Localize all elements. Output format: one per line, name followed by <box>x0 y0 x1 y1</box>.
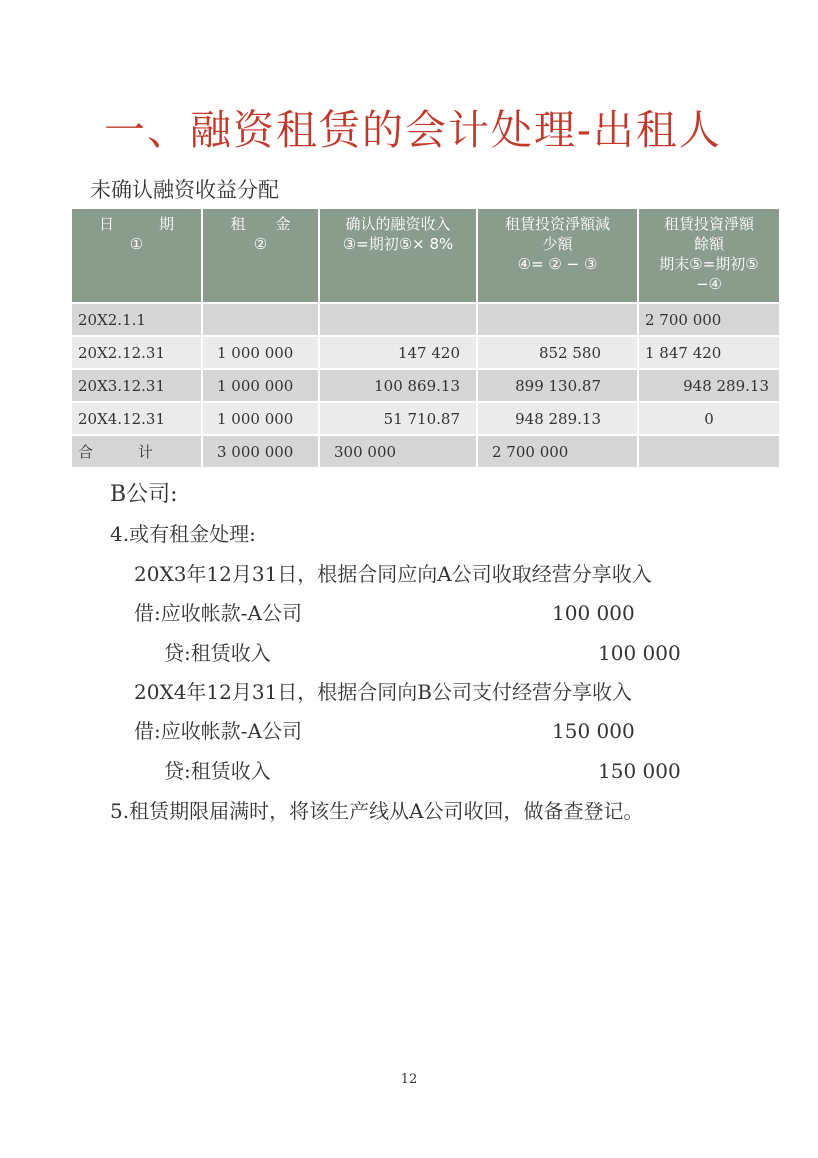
cell-reduction: 2 700 000 <box>477 435 638 468</box>
entry-1-description: 20X3年12月31日，根据合同应向A公司收取经营分享收入 <box>134 562 652 586</box>
cell-rent: 1 000 000 <box>202 336 319 369</box>
entry-1-credit-account: 贷:租赁收入 <box>164 641 271 665</box>
entry-1-debit-amount: 100 000 <box>552 601 635 625</box>
company-heading: B公司: <box>110 482 178 507</box>
entry-2-debit-account: 借:应收帐款-A公司 <box>134 719 302 743</box>
entry-2-credit-account: 贷:租赁收入 <box>164 759 271 783</box>
header-finance-income: 确认的融资收入 ③=期初⑤× 8% <box>319 209 477 303</box>
cell-date: 20X2.1.1 <box>72 303 202 336</box>
cell-income: 100 869.13 <box>319 369 477 402</box>
cell-date: 20X2.12.31 <box>72 336 202 369</box>
item-4-heading: 4.或有租金处理: <box>110 522 256 546</box>
entry-1-debit-account: 借:应收帐款-A公司 <box>134 601 302 625</box>
header-rent: 租 金 ② <box>202 209 319 303</box>
table-row <box>72 303 779 336</box>
table-caption: 未确认融资收益分配 <box>90 178 279 202</box>
table-row <box>72 336 779 369</box>
header-date: 日 期 ① <box>72 209 202 303</box>
table-header-row <box>72 209 779 303</box>
cell-income: 51 710.87 <box>319 402 477 435</box>
entry-2-debit-amount: 150 000 <box>552 719 635 743</box>
cell-rent: 3 000 000 <box>202 435 319 468</box>
table-row <box>72 402 779 435</box>
table-row <box>72 369 779 402</box>
cell-income: 300 000 <box>319 435 477 468</box>
page-title: 一、融资租赁的会计处理-出租人 <box>104 106 722 154</box>
cell-balance <box>638 435 779 468</box>
cell-balance: 948 289.13 <box>638 369 779 402</box>
cell-reduction: 899 130.87 <box>477 369 638 402</box>
cell-total-label: 合 计 <box>72 435 202 468</box>
cell-reduction <box>477 303 638 336</box>
item-5-text: 5.租赁期限届满时，将该生产线从A公司收回，做备查登记。 <box>110 799 644 823</box>
cell-balance: 1 847 420 <box>638 336 779 369</box>
cell-rent <box>202 303 319 336</box>
cell-balance: 0 <box>638 402 779 435</box>
cell-rent: 1 000 000 <box>202 369 319 402</box>
cell-date: 20X4.12.31 <box>72 402 202 435</box>
cell-date: 20X3.12.31 <box>72 369 202 402</box>
cell-income <box>319 303 477 336</box>
entry-2-description: 20X4年12月31日，根据合同向B公司支付经营分享收入 <box>134 680 633 704</box>
cell-reduction: 852 580 <box>477 336 638 369</box>
cell-income: 147 420 <box>319 336 477 369</box>
entry-1-credit-amount: 100 000 <box>598 641 681 665</box>
cell-rent: 1 000 000 <box>202 402 319 435</box>
header-net-investment-reduction: 租賃投资淨額減 少額 ④= ② − ③ <box>477 209 638 303</box>
lease-schedule-table <box>72 209 779 469</box>
cell-reduction: 948 289.13 <box>477 402 638 435</box>
table-total-row <box>72 435 779 468</box>
page-number: 12 <box>400 1072 418 1087</box>
entry-2-credit-amount: 150 000 <box>598 759 681 783</box>
cell-balance: 2 700 000 <box>638 303 779 336</box>
header-net-investment-balance: 租賃投資淨額 餘額 期末⑤=期初⑤ −④ <box>638 209 779 303</box>
